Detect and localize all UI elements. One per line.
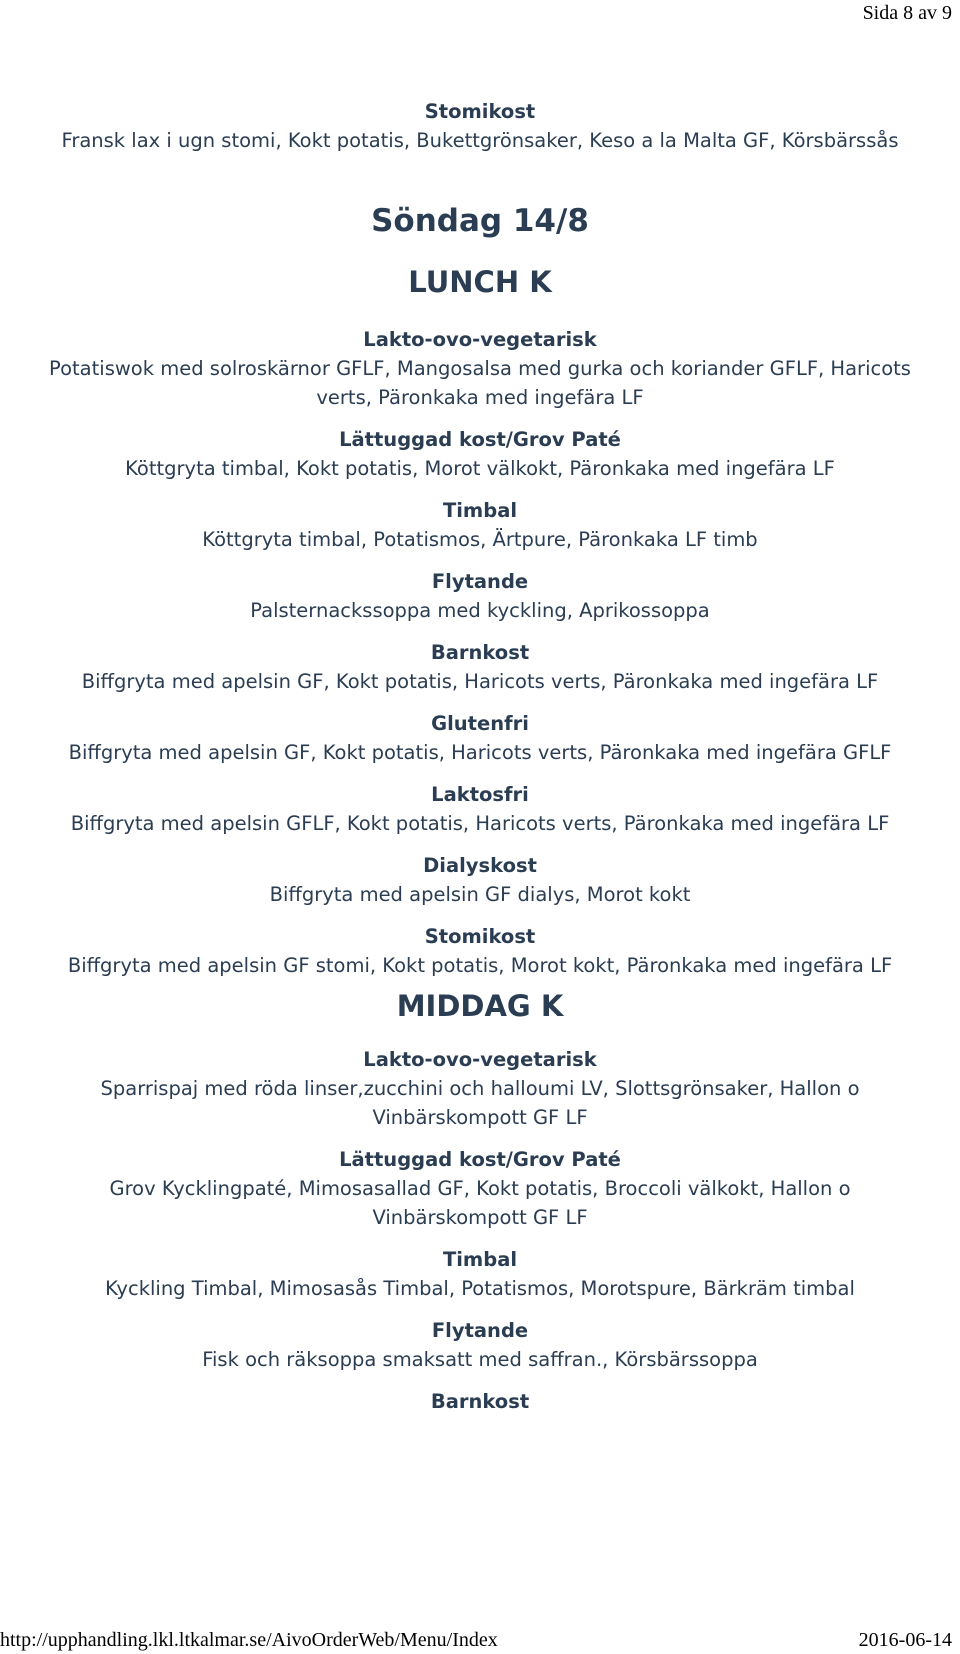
- stomikost-section: [0, 97, 960, 155]
- category-heading: Glutenfri: [431, 712, 529, 735]
- dish-text: Grov Kycklingpaté, Mimosasallad GF, Kokt potatis, Broccoli välkokt, Hallon o Vinbärskompott GF LF: [109, 1177, 851, 1229]
- menu-item: [0, 1387, 960, 1416]
- menu-item: [0, 1245, 960, 1303]
- footer-date: 2016-06-14: [858, 1629, 952, 1651]
- dish-text: Sparrispaj med röda linser,zucchini och halloumi LV, Slottsgrönsaker, Hallon o Vinbärskompott GF LF: [100, 1077, 860, 1129]
- menu-item: [0, 851, 960, 909]
- menu-item: [0, 1316, 960, 1374]
- dish-text: Köttgryta timbal, Potatismos, Ärtpure, Päronkaka LF timb: [202, 528, 758, 551]
- dish-text: Köttgryta timbal, Kokt potatis, Morot välkokt, Päronkaka med ingefära LF: [125, 457, 835, 480]
- dish-text: Biffgryta med apelsin GF, Kokt potatis, Haricots verts, Päronkaka med ingefära GFLF: [68, 741, 892, 764]
- category-heading: Stomikost: [424, 100, 536, 123]
- menu-item: [0, 709, 960, 767]
- menu-item: [0, 638, 960, 696]
- category-heading: Barnkost: [430, 1390, 530, 1413]
- category-heading: Lakto-ovo-vegetarisk: [363, 328, 597, 351]
- menu-item: [0, 567, 960, 625]
- menu-item: [0, 325, 960, 412]
- footer-url: http://upphandling.lkl.ltkalmar.se/AivoOrderWeb/Menu/Index: [0, 1629, 498, 1651]
- category-heading: Timbal: [442, 1248, 518, 1271]
- day-heading: Söndag 14/8: [371, 203, 589, 239]
- dinner-menu-list: [0, 1045, 960, 1416]
- category-heading: Timbal: [442, 499, 518, 522]
- menu-item: [0, 1145, 960, 1232]
- dish-text: Kyckling Timbal, Mimosasås Timbal, Potatismos, Morotspure, Bärkräm timbal: [105, 1277, 855, 1300]
- category-heading: Flytande: [431, 1319, 529, 1342]
- dish-text: Biffgryta med apelsin GFLF, Kokt potatis, Haricots verts, Päronkaka med ingefära LF: [70, 812, 890, 835]
- dish-text: Biffgryta med apelsin GF stomi, Kokt potatis, Morot kokt, Päronkaka med ingefära LF: [67, 954, 893, 977]
- dinner-heading: MIDDAG K: [396, 989, 564, 1023]
- menu-item: [0, 780, 960, 838]
- page-footer: [0, 1626, 960, 1654]
- lunch-heading: LUNCH K: [408, 265, 552, 299]
- category-heading: Lättuggad kost/Grov Paté: [339, 428, 621, 451]
- menu-item: [0, 496, 960, 554]
- menu-item: [0, 922, 960, 980]
- category-heading: Laktosfri: [431, 783, 529, 806]
- dish-text: Fisk och räksoppa smaksatt med saffran., Körsbärssoppa: [202, 1348, 758, 1371]
- lunch-menu-list: [0, 325, 960, 980]
- dish-text: Palsternackssoppa med kyckling, Aprikossoppa: [250, 599, 710, 622]
- menu-item: [0, 425, 960, 483]
- menu-content: [0, 97, 960, 1416]
- menu-item: [0, 1045, 960, 1132]
- dish-text: Biffgryta med apelsin GF dialys, Morot kokt: [269, 883, 691, 906]
- dish-text: Biffgryta med apelsin GF, Kokt potatis, Haricots verts, Päronkaka med ingefära LF: [81, 670, 879, 693]
- dish-text: Potatiswok med solroskärnor GFLF, Mangosalsa med gurka och koriander GFLF, Haricots verts, Päronkaka med ingefära LF: [49, 357, 911, 409]
- category-heading: Lättuggad kost/Grov Paté: [339, 1148, 621, 1171]
- category-heading: Barnkost: [430, 641, 530, 664]
- category-heading: Lakto-ovo-vegetarisk: [363, 1048, 597, 1071]
- category-heading: Dialyskost: [423, 854, 537, 877]
- category-heading: Flytande: [431, 570, 529, 593]
- dish-text: Fransk lax i ugn stomi, Kokt potatis, Bukettgrönsaker, Keso a la Malta GF, Körsbärssås: [61, 129, 899, 152]
- page-number: Sida 8 av 9: [862, 2, 952, 24]
- category-heading: Stomikost: [424, 925, 536, 948]
